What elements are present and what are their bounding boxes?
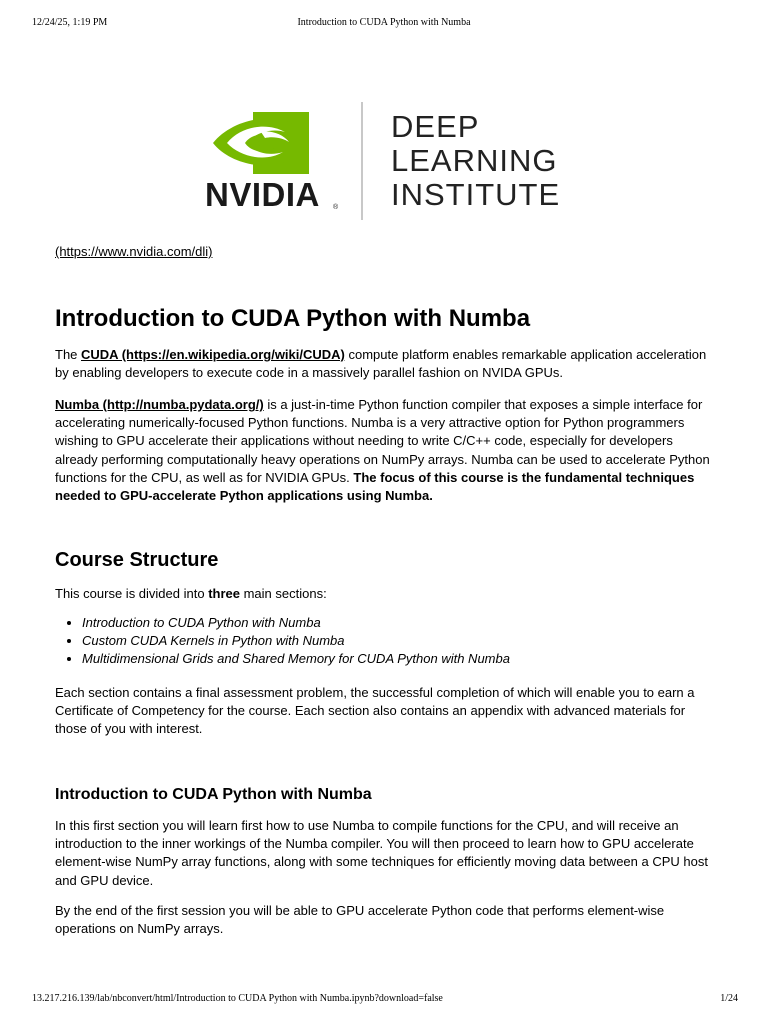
logo-divider: [361, 102, 363, 220]
registered-mark: ®: [333, 204, 339, 211]
dli-link[interactable]: (https://www.nvidia.com/dli): [55, 244, 213, 259]
intro-paragraph-cuda: [55, 346, 715, 382]
numba-link[interactable]: Numba (http://numba.pydata.org/): [55, 397, 264, 412]
print-datetime: 12/24/25, 1:19 PM: [32, 17, 108, 28]
course-focus-text: The focus of this course is the fundamental techniques needed to GPU-accelerate Python applications using Numba.: [55, 469, 695, 504]
page-number: 1/24: [720, 993, 738, 1004]
page-title: Introduction to CUDA Python with Numba: [55, 305, 531, 332]
list-item: • Introduction to CUDA Python with Numba: [82, 614, 510, 632]
print-url: 13.217.216.139/lab/nbconvert/html/Introduction to CUDA Python with Numba.ipynb?download=false: [32, 993, 443, 1004]
intro-text: The: [55, 347, 82, 362]
course-structure-heading: Course Structure: [55, 549, 219, 571]
section1-heading: Introduction to CUDA Python with Numba: [55, 786, 372, 803]
section1-paragraph-1: In this first section you will learn first how to use Numba to compile functions for the CPU, and will receive an introduction to the inner workings of the Numba compiler. You will then proceed to learn how to GPU accelerate element-wise NumPy array functions, along with some techniques for efficiently moving data between a CPU host and GPU device.: [55, 818, 708, 888]
print-title: Introduction to CUDA Python with Numba: [297, 17, 471, 28]
section1-paragraph-2: By the end of the first session you will be able to GPU accelerate Python code that performs element-wise operations on NumPy arrays.: [55, 903, 665, 937]
intro-text: is a just-in-time Python function compiler that exposes a simple interface for accelerating numerically-focused Python functions. Numba is a very attractive option for Python programmers wishing to GPU accelerate their applications without needing to write C/C++ code, especially for developers already performing computationally heavy operations on NumPy arrays. Numba can be used to accelerate Python functions for the CPU, as well as for NVIDIA GPUs.: [55, 397, 710, 485]
section-list: [55, 614, 510, 669]
intro-text: compute platform enables remarkable application acceleration by enabling developers to execute code in a massively parallel fashion on NVIDA GPUs.: [55, 347, 707, 381]
course-structure-lead: This course is divided into three main sections:: [55, 586, 327, 601]
print-header: [0, 17, 768, 31]
assessment-paragraph: Each section contains a final assessment problem, the successful completion of which will enable you to earn a Certificate of Competency for the course. Each section also contains an appendix with advanced materials for those of you with interest.: [55, 685, 695, 737]
list-item: • Custom CUDA Kernels in Python with Numba: [82, 632, 510, 650]
list-item: • Multidimensional Grids and Shared Memory for CUDA Python with Numba: [82, 650, 510, 668]
nvidia-wordmark: NVIDIA: [205, 176, 320, 213]
dli-line-2: LEARNING: [391, 143, 558, 178]
dli-line-3: INSTITUTE: [391, 177, 561, 212]
dli-line-1: DEEP: [391, 109, 480, 144]
print-footer: [0, 993, 768, 1007]
intro-paragraph-numba: [55, 396, 715, 505]
cuda-link[interactable]: CUDA (https://en.wikipedia.org/wiki/CUDA): [81, 347, 345, 362]
nvidia-eye-icon: [213, 112, 309, 174]
nvidia-dli-logo: [205, 100, 565, 222]
